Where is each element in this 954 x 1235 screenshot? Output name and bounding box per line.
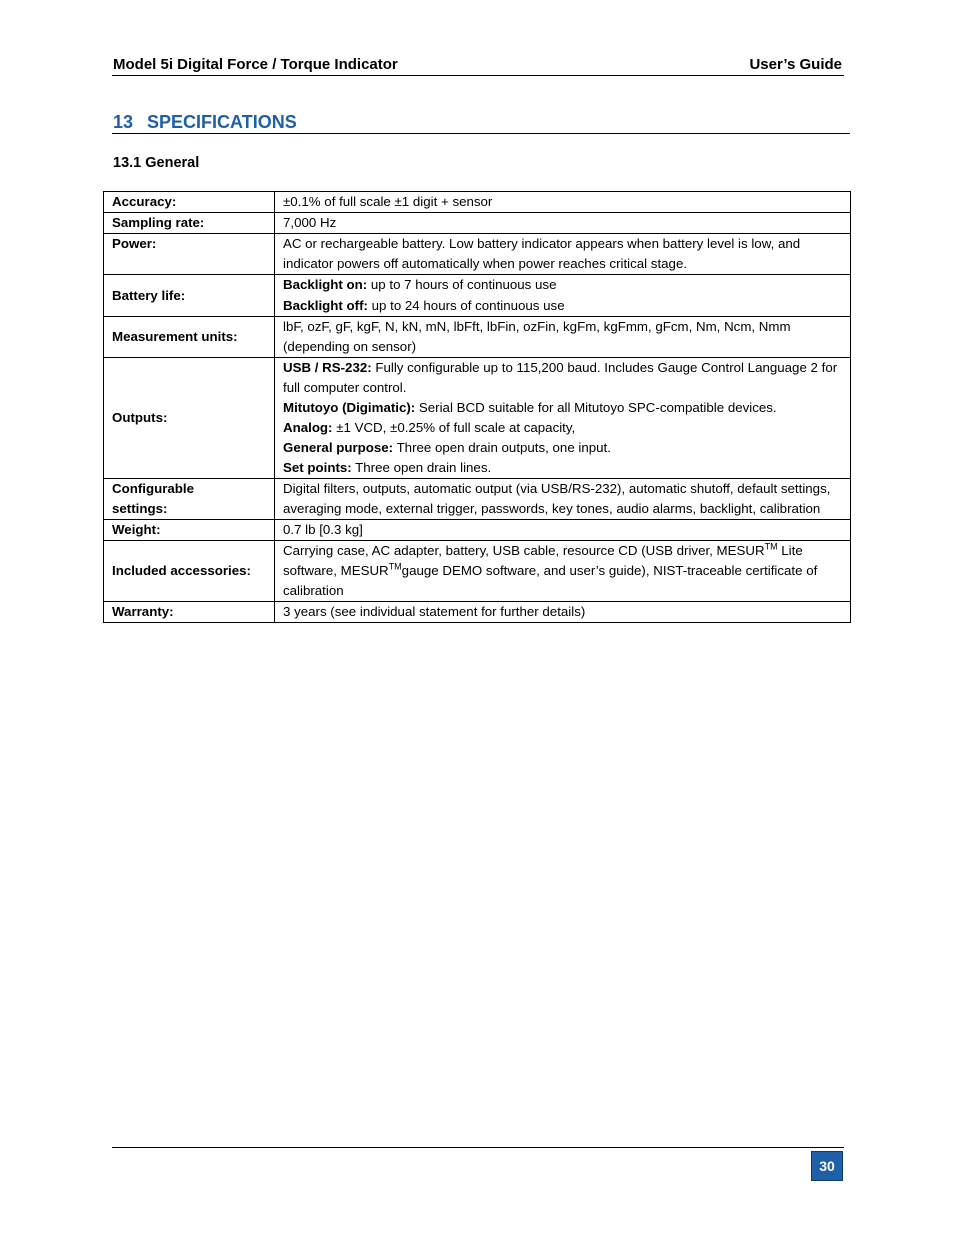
spec-value-warranty: 3 years (see individual statement for further details)	[275, 602, 851, 623]
output-setpoints-value: Three open drain lines.	[351, 460, 492, 475]
spec-value-included-accessories	[275, 541, 851, 602]
table-row	[104, 213, 851, 234]
section-title: SPECIFICATIONS	[147, 112, 297, 132]
battery-off-value: up to 24 hours of continuous use	[367, 298, 565, 313]
spec-value-battery-life	[275, 275, 851, 317]
trademark-mark: TM	[388, 561, 402, 572]
configurable-key-line1: Configurable	[112, 481, 194, 496]
spec-value-accuracy: ±0.1% of full scale ±1 digit + sensor	[275, 192, 851, 213]
section-number: 13	[113, 112, 134, 132]
output-general-value: Three open drain outputs, one input.	[393, 440, 611, 455]
header-guide-label: User’s Guide	[749, 56, 842, 73]
spec-key-warranty: Warranty:	[104, 602, 275, 623]
output-general-label: General purpose:	[283, 440, 394, 455]
spec-key-battery-life: Battery life:	[104, 275, 275, 317]
output-setpoints-label: Set points:	[283, 460, 352, 475]
table-row	[104, 317, 851, 358]
battery-off-label: Backlight off:	[283, 298, 368, 313]
output-mitutoyo-label: Mitutoyo (Digimatic):	[283, 400, 416, 415]
battery-on-value: up to 7 hours of continuous use	[367, 277, 557, 292]
configurable-key-line2: settings:	[112, 501, 168, 516]
accessories-text-2: Lite software, MESUR	[283, 543, 803, 578]
trademark-mark: TM	[764, 541, 778, 552]
subsection-title: 13.1 General	[113, 155, 200, 171]
spec-key-accuracy: Accuracy:	[104, 192, 275, 213]
specifications-table	[103, 191, 851, 623]
spec-value-sampling-rate: 7,000 Hz	[275, 213, 851, 234]
table-row	[104, 520, 851, 541]
spec-key-measurement-units: Measurement units:	[104, 317, 275, 358]
spec-value-outputs	[275, 358, 851, 479]
section-divider	[112, 133, 850, 134]
spec-value-power: AC or rechargeable battery. Low battery indicator appears when battery level is low, and indicator powers off automatically when power reaches critical stage.	[275, 234, 851, 275]
output-usb-label: USB / RS-232:	[283, 360, 372, 375]
spec-value-measurement-units: lbF, ozF, gF, kgF, N, kN, mN, lbFft, lbFin, ozFin, kgFm, kgFmm, gFcm, Nm, Ncm, Nmm (depending on sensor)	[275, 317, 851, 358]
header-divider	[112, 75, 844, 76]
spec-key-sampling-rate: Sampling rate:	[104, 213, 275, 234]
spec-value-configurable-settings: Digital filters, outputs, automatic output (via USB/RS-232), automatic shutoff, default settings, averaging mode, external trigger, passwords, key tones, audio alarms, backlight, calibration	[275, 479, 851, 520]
table-row	[104, 479, 851, 520]
accessories-text-1: Carrying case, AC adapter, battery, USB cable, resource CD (USB driver, MESUR	[283, 543, 765, 558]
table-row	[104, 358, 851, 479]
table-row	[104, 275, 851, 317]
spec-key-included-accessories: Included accessories:	[104, 541, 275, 602]
table-row	[104, 192, 851, 213]
accessories-text-3: gauge DEMO software, and user’s guide), NIST-traceable certificate of calibration	[283, 563, 818, 598]
header-title: Model 5i Digital Force / Torque Indicator	[113, 56, 398, 73]
output-analog-label: Analog:	[283, 420, 333, 435]
table-row	[104, 541, 851, 602]
table-row	[104, 234, 851, 275]
section-heading	[113, 112, 297, 133]
footer-divider	[112, 1147, 844, 1148]
spec-value-weight: 0.7 lb [0.3 kg]	[275, 520, 851, 541]
output-analog-value: ±1 VCD, ±0.25% of full scale at capacity,	[332, 420, 576, 435]
battery-on-label: Backlight on:	[283, 277, 368, 292]
spec-key-weight: Weight:	[104, 520, 275, 541]
page-number-badge: 30	[811, 1151, 843, 1181]
output-usb-value: Fully configurable up to 115,200 baud. Includes Gauge Control Language 2 for full computer control.	[283, 360, 838, 395]
output-mitutoyo-value: Serial BCD suitable for all Mitutoyo SPC-compatible devices.	[415, 400, 777, 415]
table-row	[104, 602, 851, 623]
spec-key-configurable-settings	[104, 479, 275, 520]
spec-key-outputs: Outputs:	[104, 358, 275, 479]
spec-key-power: Power:	[104, 234, 275, 275]
